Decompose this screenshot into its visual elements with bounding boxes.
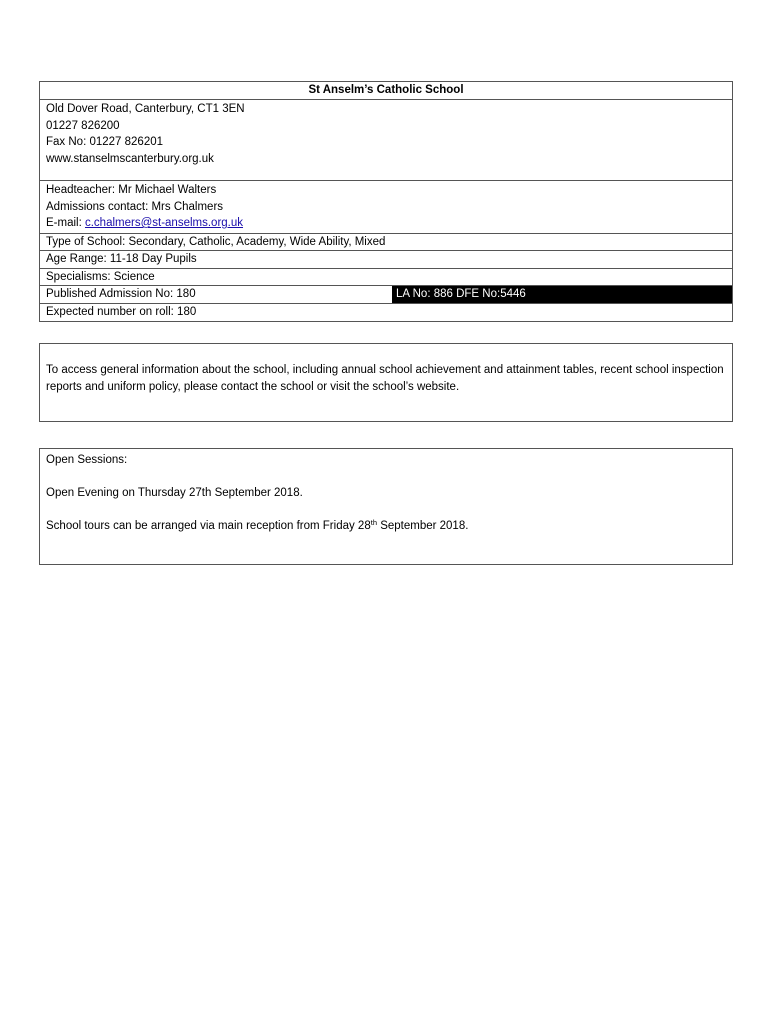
website: www.stanselmscanterbury.org.uk bbox=[46, 152, 214, 165]
fax: Fax No: 01227 826201 bbox=[46, 136, 164, 148]
tours-superscript: th bbox=[370, 518, 377, 527]
email-label: E-mail: bbox=[46, 217, 85, 229]
contacts-block bbox=[40, 180, 732, 233]
school-info-table bbox=[39, 81, 733, 322]
admission-row bbox=[40, 285, 732, 303]
school-type: Type of School: Secondary, Catholic, Academy, Wide Ability, Mixed bbox=[40, 233, 732, 251]
open-sessions-box bbox=[39, 448, 733, 565]
age-range: Age Range: 11-18 Day Pupils bbox=[40, 250, 732, 268]
address-block bbox=[40, 99, 732, 180]
tours-prefix: School tours can be arranged via main reception from Friday 28 bbox=[46, 520, 371, 532]
headteacher: Headteacher: Mr Michael Walters bbox=[46, 184, 217, 196]
access-info-text: To access general information about the school, including annual school achievement and attainment tables, recent school inspection reports and uniform policy, please contact the school or visit the school’s website. bbox=[46, 364, 724, 393]
phone: 01227 826200 bbox=[46, 119, 120, 132]
admissions-contact: Admissions contact: Mrs Chalmers bbox=[46, 200, 224, 213]
open-sessions-heading: Open Sessions: bbox=[46, 454, 128, 466]
published-admission: Published Admission No: 180 bbox=[46, 288, 196, 300]
address: Old Dover Road, Canterbury, CT1 3EN bbox=[46, 103, 245, 115]
la-dfe-numbers: LA No: 886 DFE No:5446 bbox=[392, 286, 732, 303]
email-line bbox=[46, 215, 726, 232]
email-link[interactable]: c.chalmers@st-anselms.org.uk bbox=[84, 217, 244, 229]
school-name: St Anselm’s Catholic School bbox=[308, 84, 464, 96]
school-tours bbox=[46, 518, 726, 535]
tours-suffix: September 2018. bbox=[377, 520, 469, 532]
open-evening: Open Evening on Thursday 27th September 2018. bbox=[46, 487, 303, 499]
expected-roll: Expected number on roll: 180 bbox=[40, 303, 732, 321]
access-info-box bbox=[39, 343, 733, 422]
specialisms: Specialisms: Science bbox=[40, 268, 732, 286]
